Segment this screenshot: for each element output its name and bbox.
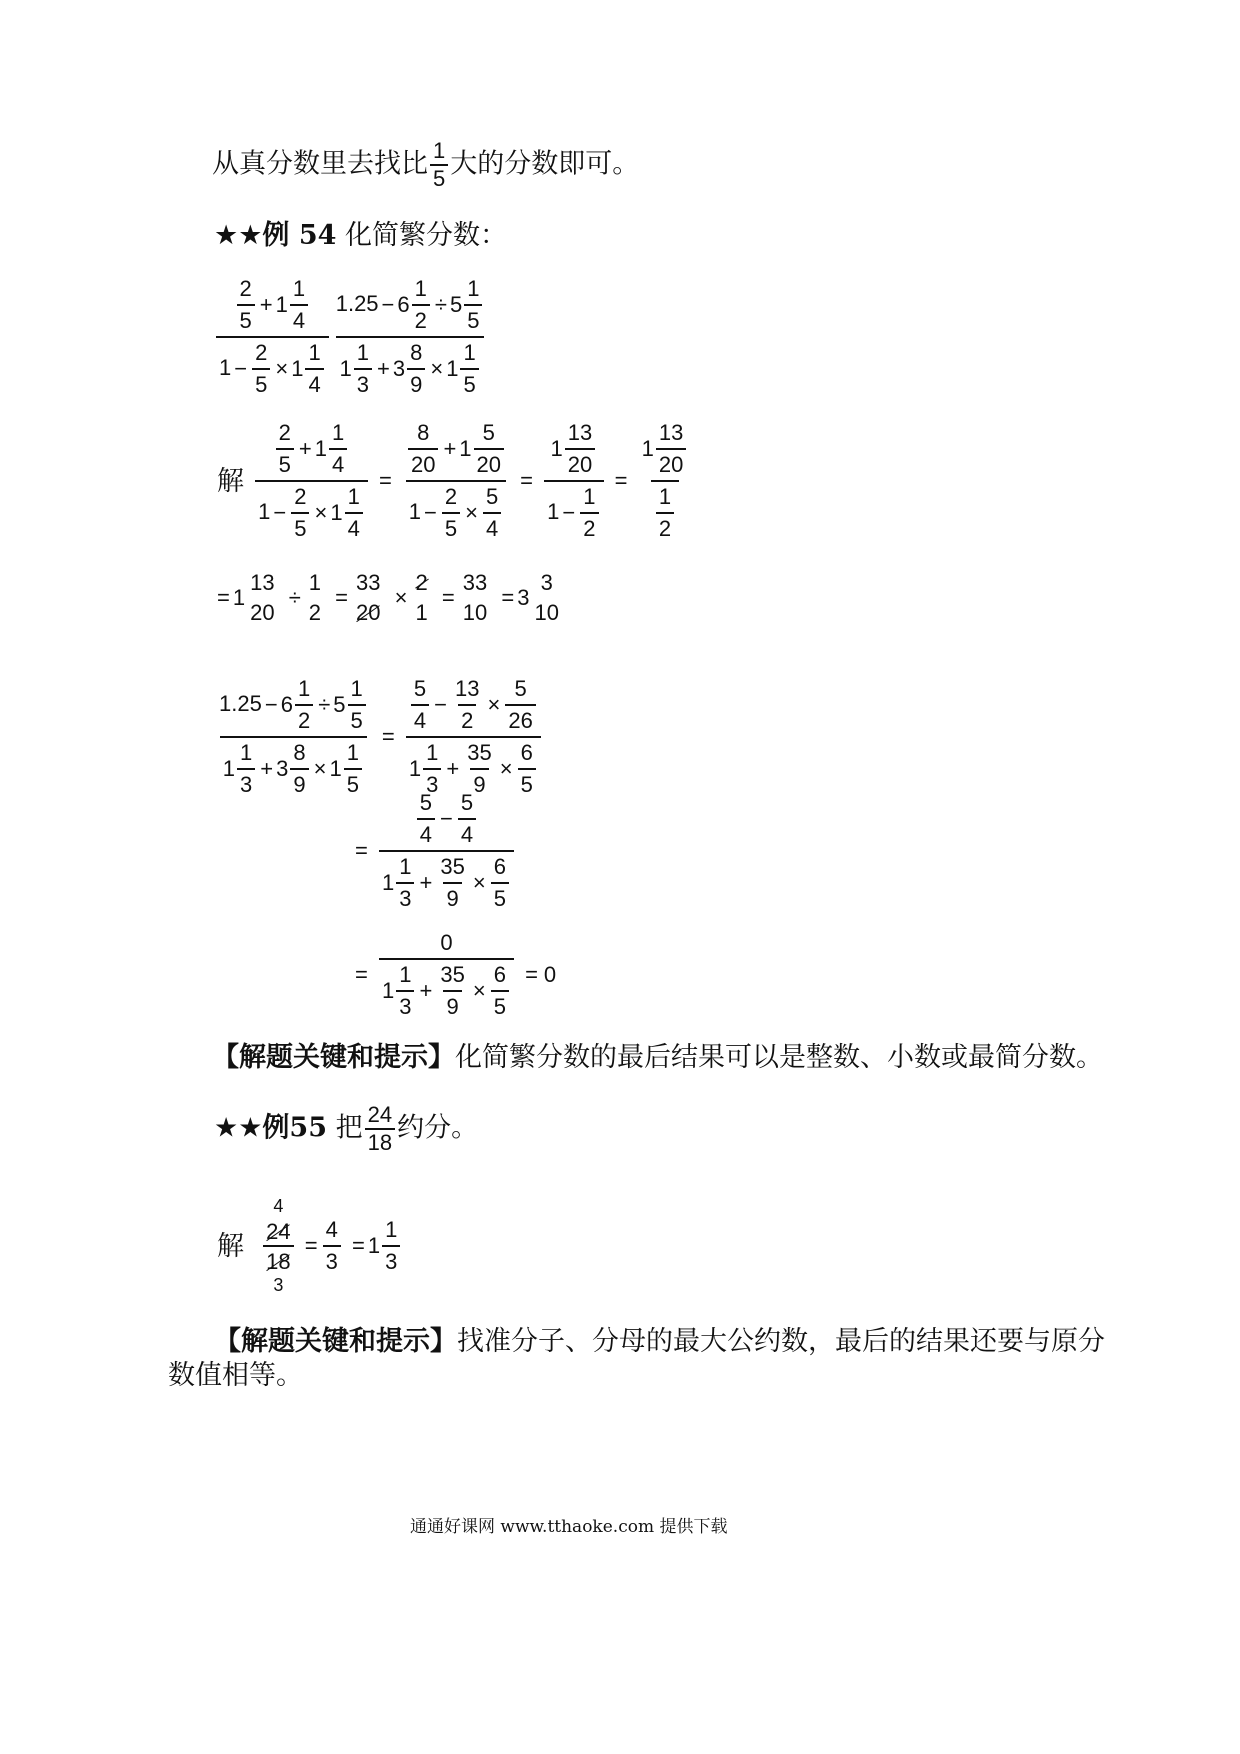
example-55-label: 例55 xyxy=(262,1112,327,1144)
example-55-text-after: 约分。 xyxy=(397,1112,479,1144)
solve-label: 解 xyxy=(217,465,244,497)
intro-after: 大的分数即可。 xyxy=(450,148,640,180)
solution-1-line-2: = 1 13 20 ÷ 1 2 = 33 20 × 2 1 = 33 10 = 3 3 10 xyxy=(217,570,559,625)
star-icons: ★★ xyxy=(214,220,263,251)
example-54-label: 例 54 xyxy=(262,220,337,251)
page-footer: 通通好课网 www.tthaoke.com 提供下载 xyxy=(410,1517,728,1537)
intro-line xyxy=(212,140,639,190)
solution-2-line-1: 1.25 − 6 $\frac{1}{2}$ ÷ 5 $\frac{1}{5}$ 1 $\frac{1}{3}$ + 3 $\frac{8}{9}$ × 1 $\frac{1}{5}$ = $\frac{5}{4}$ − $\frac{13}{2}$ × $\frac{5}{26}$ 1 $\frac{1}{3}$ + $\frac{35}{9}$ × $\frac{6}{5}$ xyxy=(214,676,543,798)
example-54-title: 化简繁分数： xyxy=(345,220,507,251)
problem-expression xyxy=(214,276,489,398)
fraction-one-fifth: $\frac{1}{5}$ xyxy=(430,140,448,190)
solution-55: 解 4 24 18 3 = $\frac{4}{3}$ = 1 $\frac{1}{3}$ xyxy=(214,1196,402,1296)
key-hint-55-text-1: 找准分子、分母的最大公约数，最后的结果还要与原分 xyxy=(457,1326,1105,1357)
solution-2-line-3: = 0 1 $\frac{1}{3}$ + $\frac{35}{9}$ × $\frac{6}{5}$ = 0 xyxy=(355,930,557,1019)
example-55-text-before: 把 xyxy=(335,1112,363,1144)
key-hint-label-55: 【解题关键和提示】 xyxy=(214,1326,457,1357)
example-55-heading xyxy=(214,1104,478,1154)
complex-fraction-1: $\frac{2}{5}$ + 1 $\frac{1}{4}$ 1 − $\frac{2}{5}$ × 1 $\frac{1}{4}$ xyxy=(216,276,329,398)
key-hint-54 xyxy=(212,1044,1103,1071)
complex-fraction-2: 1.25 − 6 $\frac{1}{2}$ ÷ 5 $\frac{1}{5}$ 1 $\frac{1}{3}$ + 3 $\frac{8}{9}$ × 1 $\frac{1}{5}$ xyxy=(333,276,488,398)
fraction-24-18: $\frac{24}{18}$ xyxy=(365,1104,395,1154)
key-hint-55-line-2 xyxy=(168,1362,303,1389)
solution-1-line-1: 解 $\frac{2}{5}$ + 1 $\frac{1}{4}$ 1 − $\frac{2}{5}$ × 1 $\frac{1}{4}$ = $\frac{8}{20}$ + 1 $\frac{5}{20}$ 1 − $\frac{2}{5}$ × $\frac{5}{4}$ = 1 $\frac{13}{20}$ 1 − $\frac{1}{2}$ = 1 $\frac{13}{20}$ $\frac{1}{2}$ xyxy=(214,420,693,542)
example-54-heading xyxy=(214,222,507,249)
key-hint-55-line-1 xyxy=(214,1328,1105,1355)
star-icons-55: ★★ xyxy=(214,1112,263,1144)
solve-label-55: 解 xyxy=(217,1230,244,1262)
key-hint-label: 【解题关键和提示】 xyxy=(212,1042,455,1073)
intro-before: 从真分数里去找比 xyxy=(212,148,428,180)
key-hint-55-text-2: 数值相等。 xyxy=(168,1360,303,1391)
solution-2-line-2: = $\frac{5}{4}$ − $\frac{5}{4}$ 1 $\frac{1}{3}$ + $\frac{35}{9}$ × $\frac{6}{5}$ xyxy=(352,790,516,912)
key-hint-54-text: 化简繁分数的最后结果可以是整数、小数或最简分数。 xyxy=(455,1042,1103,1073)
